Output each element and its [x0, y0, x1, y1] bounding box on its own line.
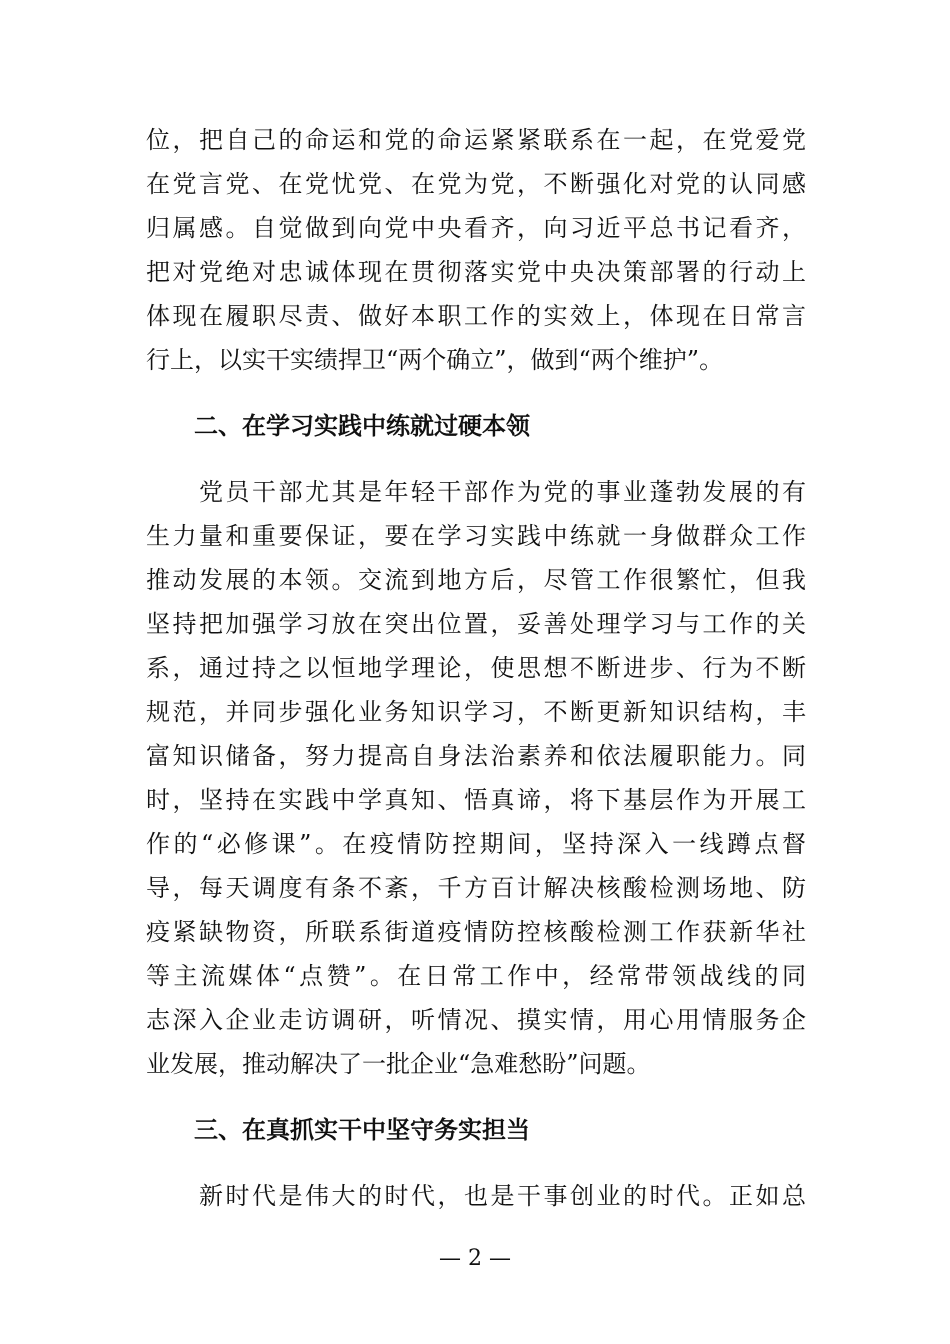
- section-heading-2: 二、在学习实践中练就过硬本领: [194, 412, 530, 440]
- text-line: 新时代是伟大的时代，也是干事创业的时代。正如总: [146, 1182, 806, 1210]
- spacer: [146, 448, 806, 470]
- paragraph-section-2: [146, 470, 806, 1086]
- text-line: 富知识储备，努力提高自身法治素养和依法履职能力。同: [146, 742, 806, 770]
- text-line: 推动发展的本领。交流到地方后，尽管工作很繁忙，但我: [146, 566, 806, 594]
- text-line: 行上，以实干实绩捍卫“两个确立”，做到“两个维护”。: [146, 346, 724, 374]
- text-line: 在党言党、在党忧党、在党为党，不断强化对党的认同感: [146, 170, 806, 198]
- text-line: 导，每天调度有条不紊，千方百计解决核酸检测场地、防: [146, 874, 806, 902]
- text-line: 疫紧缺物资，所联系街道疫情防控核酸检测工作获新华社: [146, 918, 806, 946]
- text-line: 把对党绝对忠诚体现在贯彻落实党中央决策部署的行动上: [146, 258, 806, 286]
- text-line: 时，坚持在实践中学真知、悟真谛，将下基层作为开展工: [146, 786, 806, 814]
- page-number: — 2 —: [439, 1246, 511, 1271]
- text-line: 规范，并同步强化业务知识学习，不断更新知识结构，丰: [146, 698, 806, 726]
- text-line: 归属感。自觉做到向党中央看齐，向习近平总书记看齐，: [146, 214, 806, 242]
- section-heading-3: 三、在真抓实干中坚守务实担当: [194, 1116, 530, 1144]
- text-line: 体现在履职尽责、做好本职工作的实效上，体现在日常言: [146, 302, 806, 330]
- text-line: 等主流媒体“点赞”。在日常工作中，经常带领战线的同: [146, 962, 806, 990]
- text-line: 作的“必修课”。在疫情防控期间，坚持深入一线蹲点督: [146, 830, 806, 858]
- text-line: 位，把自己的命运和党的命运紧紧联系在一起，在党爱党: [146, 126, 806, 154]
- text-line: 生力量和重要保证，要在学习实践中练就一身做群众工作: [146, 522, 806, 550]
- document-body: [146, 118, 806, 1218]
- text-line: 志深入企业走访调研，听情况、摸实情，用心用情服务企: [146, 1006, 806, 1034]
- text-line: 坚持把加强学习放在突出位置，妥善处理学习与工作的关: [146, 610, 806, 638]
- text-line: 党员干部尤其是年轻干部作为党的事业蓬勃发展的有: [146, 478, 806, 506]
- spacer: [146, 1086, 806, 1108]
- spacer: [146, 1152, 806, 1174]
- paragraph-section-3: [146, 1174, 806, 1218]
- text-line: 系，通过持之以恒地学理论，使思想不断进步、行为不断: [146, 654, 806, 682]
- text-line: 业发展，推动解决了一批企业“急难愁盼”问题。: [146, 1050, 651, 1078]
- paragraph-section-1: [146, 118, 806, 382]
- spacer: [146, 382, 806, 404]
